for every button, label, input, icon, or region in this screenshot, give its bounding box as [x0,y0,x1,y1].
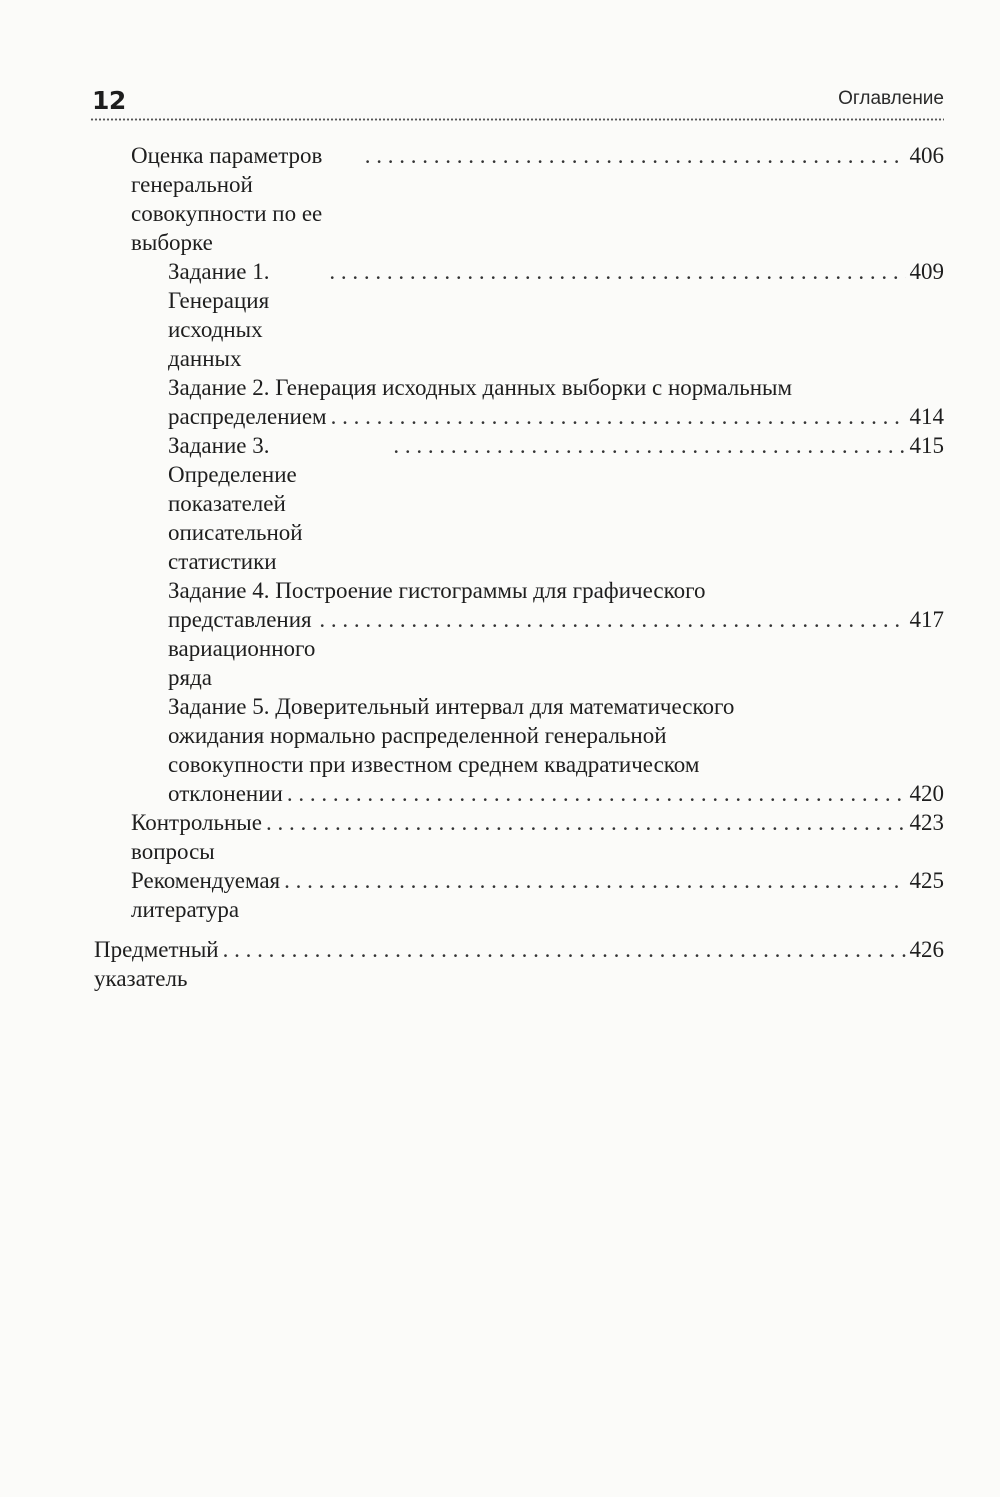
toc-entry-page: 423 [909,810,944,835]
table-of-contents [0,141,1000,993]
toc-entry-title-line: Задание 2. Генерация исходных данных выборки с нормальным [168,375,793,400]
dot-leader [266,808,906,837]
toc-entry-title-line: Задание 4. Построение гистограммы для графического [168,578,706,603]
page-number: 12 [92,86,126,115]
toc-entry-page: 420 [909,781,944,806]
toc-entry-task-3[interactable] [168,431,944,576]
toc-entry-page: 426 [909,937,944,962]
toc-entry-task-2[interactable] [168,373,944,431]
toc-entry-task-1[interactable] [168,257,944,373]
toc-entry-title: Задание 3. Определение показателей описательной статистики [168,433,303,574]
toc-entry-title-line: представления вариационного ряда [168,607,316,690]
toc-entry-parameter-estimation[interactable] [131,141,944,257]
toc-entry-title-line: отклонении [168,781,283,806]
toc-entry-title: Рекомендуемая литература [131,868,281,922]
dot-leader [331,402,906,431]
toc-entry-page: 417 [909,607,944,632]
toc-entry-page: 406 [909,143,944,168]
dot-leader [223,935,906,964]
toc-entry-page: 409 [909,259,944,284]
dot-leader [365,141,906,170]
toc-entry-page: 425 [909,868,944,893]
toc-entry-recommended-literature[interactable] [131,866,944,924]
toc-entry-title: Предметный указатель [94,937,219,991]
toc-entry-subject-index[interactable] [94,935,944,993]
dot-leader [319,605,905,634]
toc-entry-task-4[interactable] [168,576,944,692]
toc-entry-title-line: распределением [168,404,327,429]
dot-leader [393,431,905,460]
header-dotted-rule [90,118,944,121]
toc-entry-title: Задание 1. Генерация исходных данных [168,259,270,371]
toc-entry-title: Оценка параметров генеральной совокупности по ее выборке [131,143,323,255]
toc-entry-title-line: Задание 5. Доверительный интервал для математического [168,694,735,719]
running-title: Оглавление [838,88,944,109]
dot-leader [287,779,906,808]
toc-entry-title-line: совокупности при известном среднем квадратическом [168,752,700,777]
dot-leader [284,866,905,895]
toc-entry-review-questions[interactable] [131,808,944,866]
toc-entry-task-5[interactable] [168,692,944,808]
toc-entry-page: 415 [909,433,944,458]
toc-entry-title: Контрольные вопросы [131,810,262,864]
dot-leader [329,257,905,286]
toc-entry-page: 414 [909,404,944,429]
toc-entry-title-line: ожидания нормально распределенной генеральной [168,723,667,748]
